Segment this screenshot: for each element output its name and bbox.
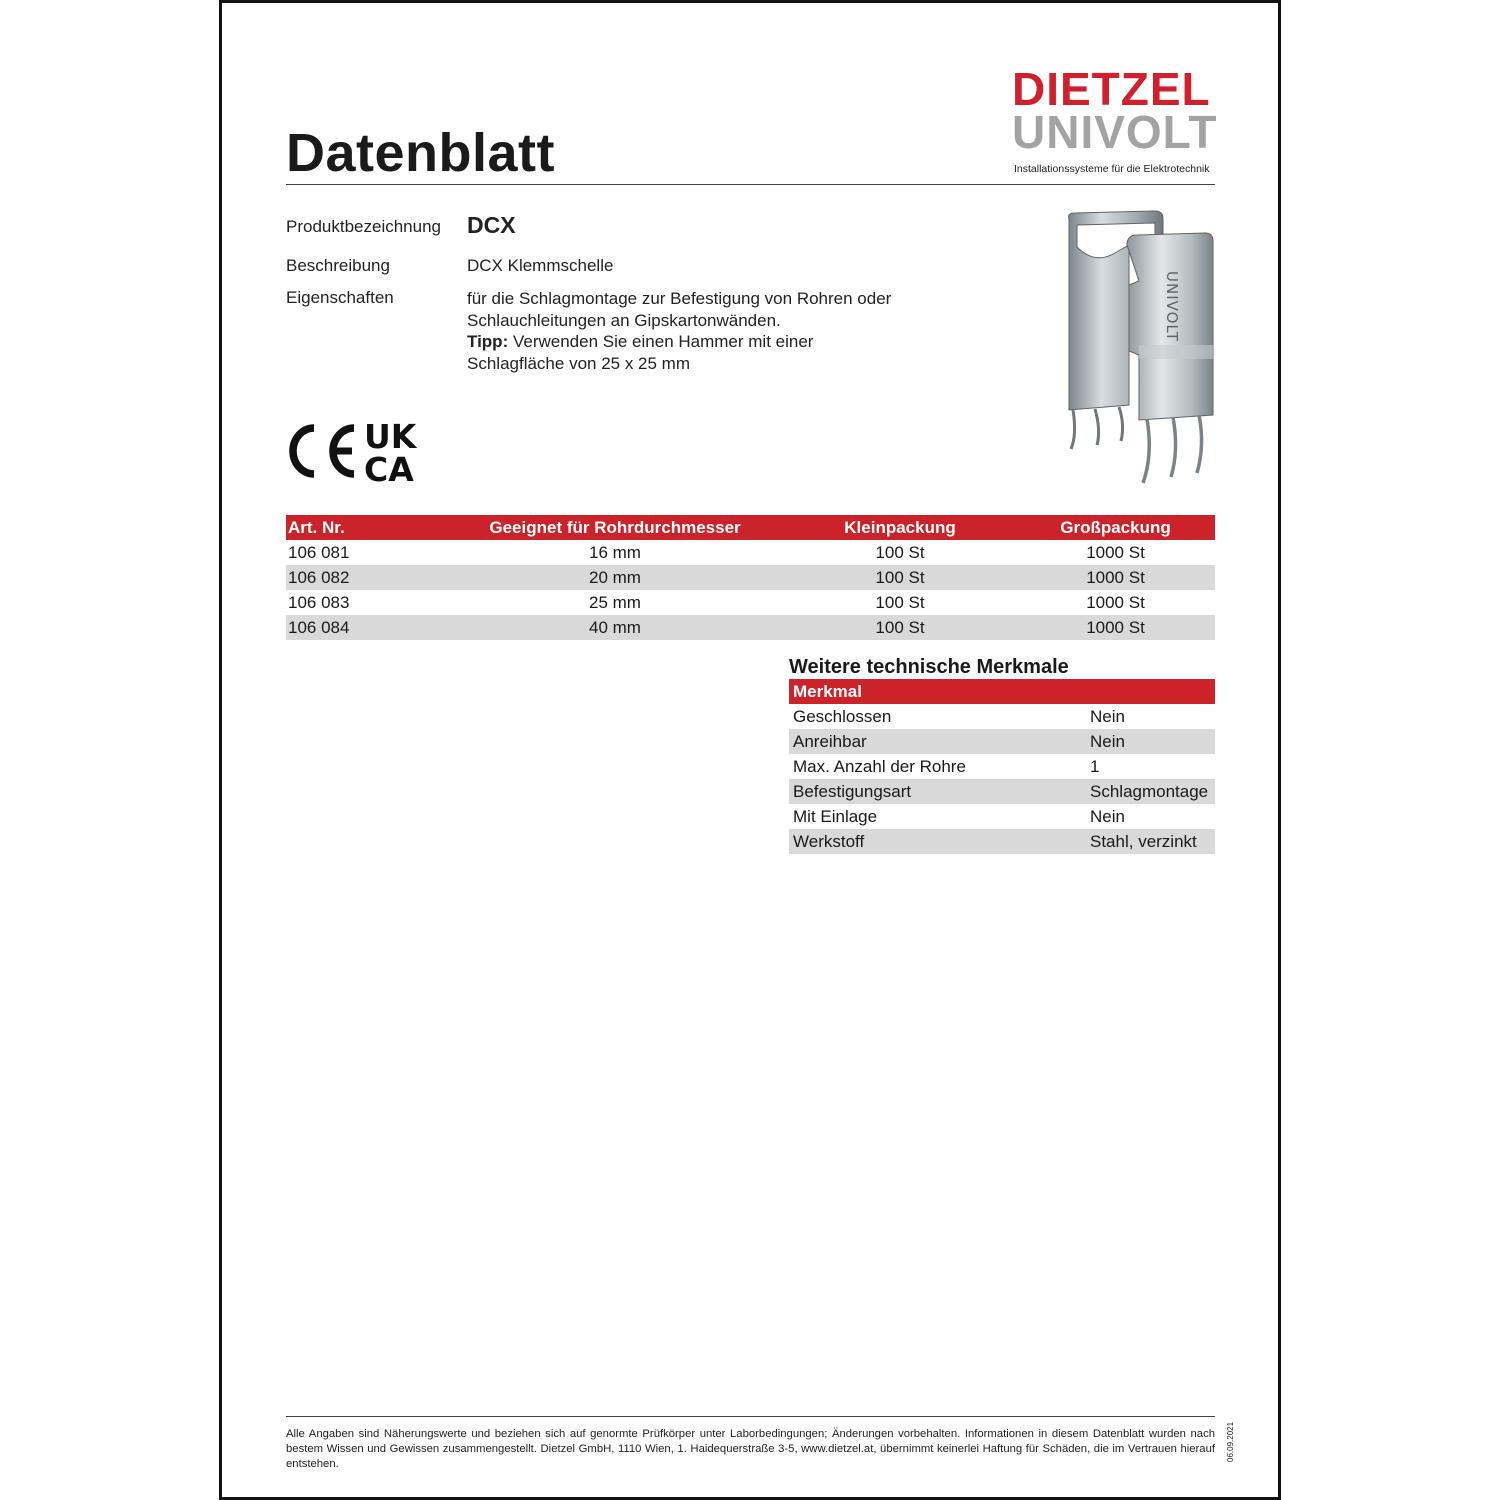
features-table bbox=[789, 679, 1215, 854]
feature-key: Geschlossen bbox=[793, 706, 892, 726]
feature-key: Anreihbar bbox=[789, 729, 1090, 754]
table-row bbox=[789, 754, 1215, 779]
cell-small-pack: 100 St bbox=[875, 542, 925, 562]
feature-value: Stahl, verzinkt bbox=[1090, 829, 1215, 854]
cell-small-pack: 100 St bbox=[875, 592, 925, 612]
feature-value: Nein bbox=[1090, 806, 1125, 826]
disclaimer-text: Alle Angaben sind Näherungswerte und beziehen sich auf genormte Prüfkörper unter Laborbedingungen; Änderungen vorbehalten. Informationen in diesem Datenblatt wurden nach bestem Wissen und Gewissen zusammengestellt. Dietzel GmbH, 1110 Wien, 1. Haidequerstraße 3-5, www.dietzel.at, übernimmt keinerlei Haftung für Schäden, die im Vertrauen hierauf entstehen. bbox=[286, 1428, 1215, 1470]
description-value: DCX Klemmschelle bbox=[467, 256, 614, 275]
product-name-label: Produktbezeichnung bbox=[286, 217, 442, 236]
table-row bbox=[789, 804, 1215, 829]
logo-line-2: UNIVOLT bbox=[1012, 106, 1218, 158]
properties-body: für die Schlagmontage zur Befestigung von Rohren oder Schlauchleitungen an Gipskartonwänden. bbox=[467, 289, 892, 330]
product-stamp-text: UNIVOLT bbox=[1163, 271, 1181, 342]
feature-key: Werkstoff bbox=[789, 829, 1090, 854]
table-row bbox=[789, 779, 1215, 804]
footer-divider bbox=[286, 1416, 1215, 1417]
ukca-top-text: UK bbox=[364, 418, 417, 456]
cell-small-pack: 100 St bbox=[784, 565, 1016, 590]
col-header-small-pack: Kleinpackung bbox=[784, 515, 1016, 540]
page-title: Datenblatt bbox=[286, 123, 556, 183]
col-header-feature: Merkmal bbox=[789, 679, 1215, 704]
header-divider bbox=[286, 184, 1215, 185]
features-title: Weitere technische Merkmale bbox=[789, 656, 1069, 678]
cell-large-pack: 1000 St bbox=[1086, 592, 1145, 612]
tip-label: Tipp: bbox=[467, 332, 509, 351]
articles-table bbox=[286, 515, 1215, 640]
cell-large-pack: 1000 St bbox=[1016, 565, 1215, 590]
feature-value: Schlagmontage bbox=[1090, 779, 1215, 804]
table-row bbox=[286, 590, 1215, 615]
ce-ukca-mark-icon bbox=[286, 418, 431, 484]
col-header-large-pack: Großpackung bbox=[1016, 515, 1215, 540]
feature-key: Max. Anzahl der Rohre bbox=[793, 756, 966, 776]
cell-art-nr: 106 084 bbox=[286, 615, 446, 640]
cell-diameter: 40 mm bbox=[446, 615, 784, 640]
col-header-diameter: Geeignet für Rohrdurchmesser bbox=[446, 515, 784, 540]
feature-value: Nein bbox=[1090, 706, 1125, 726]
logo-line-1: DIETZEL bbox=[1012, 63, 1211, 115]
cell-art-nr: 106 082 bbox=[286, 565, 446, 590]
articles-header-row bbox=[286, 515, 1215, 540]
document-date: 06.09.2021 bbox=[1226, 1421, 1235, 1462]
table-row bbox=[789, 729, 1215, 754]
col-header-art-nr: Art. Nr. bbox=[286, 515, 446, 540]
feature-value: 1 bbox=[1090, 756, 1100, 776]
feature-key: Mit Einlage bbox=[793, 806, 878, 826]
feature-value: Nein bbox=[1090, 729, 1215, 754]
table-row bbox=[286, 565, 1215, 590]
properties-label: Eigenschaften bbox=[286, 288, 394, 307]
properties-text bbox=[467, 288, 907, 374]
cell-diameter: 16 mm bbox=[589, 542, 641, 562]
table-row bbox=[286, 615, 1215, 640]
cell-diameter: 20 mm bbox=[446, 565, 784, 590]
company-logo bbox=[1012, 63, 1218, 178]
tip-text: Verwenden Sie einen Hammer mit einer Schlagfläche von 25 x 25 mm bbox=[467, 332, 814, 373]
feature-key: Befestigungsart bbox=[789, 779, 1090, 804]
cell-large-pack: 1000 St bbox=[1016, 615, 1215, 640]
table-row bbox=[286, 540, 1215, 565]
cell-large-pack: 1000 St bbox=[1086, 542, 1145, 562]
cell-diameter: 25 mm bbox=[589, 592, 641, 612]
cell-art-nr: 106 081 bbox=[288, 542, 350, 562]
cell-small-pack: 100 St bbox=[784, 615, 1016, 640]
product-clamp-image bbox=[1055, 205, 1220, 490]
cell-art-nr: 106 083 bbox=[288, 592, 350, 612]
logo-tagline: Installationssysteme für die Elektrotechnik bbox=[1014, 163, 1210, 175]
features-header-row bbox=[789, 679, 1215, 704]
description-label: Beschreibung bbox=[286, 256, 390, 275]
table-row bbox=[789, 829, 1215, 854]
product-name: DCX bbox=[467, 212, 516, 238]
ukca-bottom-text: CA bbox=[364, 450, 414, 484]
table-row bbox=[789, 704, 1215, 729]
